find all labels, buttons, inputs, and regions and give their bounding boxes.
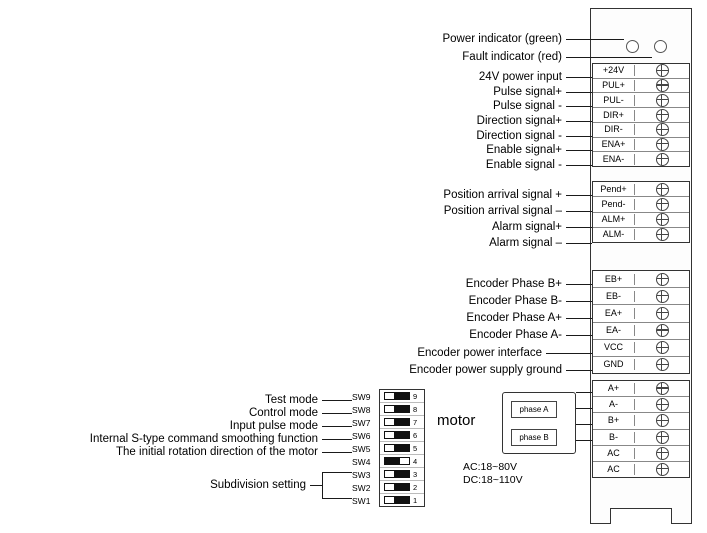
screw-icon <box>635 79 689 92</box>
leader-line-ena-minus <box>566 165 592 166</box>
terminal-label-ac-1: AC <box>593 448 635 459</box>
dip-switch-row-sw8[interactable] <box>380 403 424 416</box>
terminal-label-24v: +24V <box>593 65 635 76</box>
screw-icon <box>635 228 689 241</box>
dip-switch-row-sw5[interactable] <box>380 442 424 455</box>
dip-name-sw2: SW2 <box>352 483 371 493</box>
screw-icon <box>635 153 689 166</box>
label-test-mode: Test mode <box>264 394 318 406</box>
fault-indicator-led <box>654 40 667 53</box>
terminal-row <box>593 340 689 357</box>
terminal-label-vcc: VCC <box>593 342 635 353</box>
label-subdivision-setting: Subdivision setting <box>210 479 306 491</box>
label-encoder-power-interface: Encoder power interface <box>417 347 542 359</box>
label-power-indicator: Power indicator (green) <box>442 33 562 45</box>
label-alarm-signal-plus: Alarm signal+ <box>492 221 562 233</box>
dip-number: 8 <box>413 404 418 414</box>
dip-number: 3 <box>413 469 418 479</box>
screw-icon <box>635 64 689 77</box>
terminal-block-encoder <box>592 270 690 374</box>
label-direction-signal-minus: Direction signal - <box>476 130 562 142</box>
terminal-row <box>593 413 689 429</box>
label-s-type-smoothing: Internal S-type command smoothing function <box>89 433 318 445</box>
terminal-label-eb-minus: EB- <box>593 291 635 302</box>
terminal-label-ac-2: AC <box>593 464 635 475</box>
terminal-row <box>593 152 689 166</box>
leader-line-eb-plus <box>566 284 592 285</box>
phase-b-coil: phase B <box>511 429 557 446</box>
dip-name-sw8: SW8 <box>352 405 371 415</box>
terminal-label-ena-minus: ENA- <box>593 154 635 165</box>
dip-slot-icon <box>384 483 410 491</box>
leader-line-subdivision-bottom <box>322 498 352 499</box>
dip-switch-row-sw2[interactable] <box>380 481 424 494</box>
leader-line-gnd <box>566 370 592 371</box>
dip-slot-icon <box>384 392 410 400</box>
leader-line-ena-plus <box>566 150 592 151</box>
terminal-label-dir-plus: DIR+ <box>593 110 635 121</box>
label-encoder-phase-b-minus: Encoder Phase B- <box>468 295 562 307</box>
leader-line-test-mode <box>322 400 352 401</box>
terminal-row <box>593 323 689 340</box>
dip-slot-icon <box>384 418 410 426</box>
label-initial-rotation-direction: The initial rotation direction of the motor <box>116 446 318 458</box>
supply-voltage-note <box>463 461 523 487</box>
screw-icon <box>635 324 689 337</box>
terminal-label-ena-plus: ENA+ <box>593 139 635 150</box>
dip-switch-row-sw6[interactable] <box>380 429 424 442</box>
screw-icon <box>635 307 689 320</box>
screw-icon <box>635 198 689 211</box>
terminal-row <box>593 197 689 212</box>
label-24v-power-input: 24V power input <box>478 71 562 83</box>
dip-switch-row-sw3[interactable] <box>380 468 424 481</box>
terminal-block-status <box>592 181 690 243</box>
terminal-label-b-plus: B+ <box>593 415 635 426</box>
motor-symbol <box>502 392 576 454</box>
terminal-label-pul-minus: PUL- <box>593 95 635 106</box>
terminal-row <box>593 108 689 123</box>
terminal-row <box>593 381 689 397</box>
dip-number: 9 <box>413 391 418 401</box>
label-fault-indicator: Fault indicator (red) <box>462 51 562 63</box>
terminal-label-eb-plus: EB+ <box>593 274 635 285</box>
motor-wire-b-minus <box>576 440 592 441</box>
terminal-row <box>593 462 689 477</box>
dip-slot-icon <box>384 470 410 478</box>
terminal-row <box>593 357 689 373</box>
screw-icon <box>635 398 689 411</box>
dip-switch-bank[interactable] <box>379 389 425 507</box>
label-encoder-power-ground: Encoder power supply ground <box>409 364 562 376</box>
leader-line-pend-plus <box>566 195 592 196</box>
label-pulse-signal-plus: Pulse signal+ <box>493 86 562 98</box>
label-control-mode: Control mode <box>248 407 318 419</box>
leader-line-power-indicator <box>566 39 624 40</box>
terminal-label-pend-minus: Pend- <box>593 199 635 210</box>
leader-line-eb-minus <box>566 301 592 302</box>
screw-icon <box>635 341 689 354</box>
dip-switch-row-sw7[interactable] <box>380 416 424 429</box>
terminal-row <box>593 213 689 228</box>
dip-name-sw4: SW4 <box>352 457 371 467</box>
label-alarm-signal-minus: Alarm signal – <box>489 237 562 249</box>
terminal-label-a-minus: A- <box>593 399 635 410</box>
label-position-arrival-minus: Position arrival signal – <box>443 205 562 217</box>
dip-name-sw5: SW5 <box>352 444 371 454</box>
leader-line-control-mode <box>322 413 352 414</box>
leader-line-vcc <box>546 353 592 354</box>
label-encoder-phase-a-plus: Encoder Phase A+ <box>466 312 562 324</box>
screw-icon <box>635 414 689 427</box>
dip-number: 6 <box>413 430 418 440</box>
leader-line-subdivision <box>310 485 322 486</box>
mounting-tab-bottom <box>610 508 672 524</box>
dip-slot-icon <box>384 431 410 439</box>
terminal-label-gnd: GND <box>593 359 635 370</box>
terminal-label-a-plus: A+ <box>593 383 635 394</box>
phase-a-coil: phase A <box>511 401 557 418</box>
leader-line-initial-direction <box>322 452 352 453</box>
motor-wire-b-plus <box>576 424 592 425</box>
label-pulse-signal-minus: Pulse signal - <box>492 100 562 112</box>
screw-icon <box>635 183 689 196</box>
dip-number: 1 <box>413 495 418 505</box>
leader-bracket-subdivision <box>322 472 323 499</box>
screw-icon <box>635 213 689 226</box>
terminal-block-power <box>592 63 690 167</box>
leader-line-dir-plus <box>566 121 592 122</box>
dip-number: 2 <box>413 482 418 492</box>
screw-icon <box>635 94 689 107</box>
motor-label: motor <box>437 412 476 429</box>
leader-line-pulse-plus <box>566 92 592 93</box>
terminal-row <box>593 182 689 197</box>
label-encoder-phase-a-minus: Encoder Phase A- <box>469 329 562 341</box>
power-indicator-led <box>626 40 639 53</box>
dip-switch-row-sw9[interactable] <box>380 390 424 403</box>
terminal-label-alm-plus: ALM+ <box>593 214 635 225</box>
terminal-label-dir-minus: DIR- <box>593 124 635 135</box>
voltage-ac: AC:18~80V <box>463 461 517 473</box>
dip-name-sw3: SW3 <box>352 470 371 480</box>
terminal-block-motor <box>592 380 690 478</box>
screw-icon <box>635 447 689 460</box>
dip-slot-icon <box>384 444 410 452</box>
leader-line-pend-minus <box>566 211 592 212</box>
label-direction-signal-plus: Direction signal+ <box>476 115 562 127</box>
screw-icon <box>635 463 689 476</box>
motor-wire-a-plus <box>576 392 592 393</box>
terminal-label-alm-minus: ALM- <box>593 229 635 240</box>
screw-icon <box>635 273 689 286</box>
leader-line-subdivision-top <box>322 472 352 473</box>
terminal-row <box>593 288 689 305</box>
terminal-row <box>593 430 689 446</box>
screw-icon <box>635 138 689 151</box>
screw-icon <box>635 382 689 395</box>
screw-icon <box>635 123 689 136</box>
terminal-label-ea-minus: EA- <box>593 325 635 336</box>
voltage-dc: DC:18~110V <box>463 474 523 486</box>
leader-line-alm-minus <box>566 243 592 244</box>
leader-line-dir-minus <box>566 136 592 137</box>
label-enable-signal-minus: Enable signal - <box>485 159 562 171</box>
screw-icon <box>635 358 689 371</box>
leader-line-ea-minus <box>566 335 592 336</box>
screw-icon <box>635 290 689 303</box>
motor-wire-a-minus <box>576 408 592 409</box>
terminal-row <box>593 64 689 79</box>
label-enable-signal-plus: Enable signal+ <box>486 144 562 156</box>
dip-switch-row-sw1[interactable] <box>380 494 424 506</box>
dip-slot-icon <box>384 457 410 465</box>
leader-line-input-pulse-mode <box>322 426 352 427</box>
terminal-row <box>593 271 689 288</box>
terminal-label-pend-plus: Pend+ <box>593 184 635 195</box>
leader-line-pulse-minus <box>566 106 592 107</box>
terminal-row <box>593 138 689 153</box>
terminal-row <box>593 79 689 94</box>
leader-line-ea-plus <box>566 318 592 319</box>
leader-line-fault-indicator <box>566 57 652 58</box>
leader-line-24v <box>566 77 592 78</box>
dip-number: 5 <box>413 443 418 453</box>
leader-line-alm-plus <box>566 227 592 228</box>
label-encoder-phase-b-plus: Encoder Phase B+ <box>465 278 562 290</box>
terminal-row <box>593 93 689 108</box>
dip-number: 7 <box>413 417 418 427</box>
screw-icon <box>635 431 689 444</box>
label-input-pulse-mode: Input pulse mode <box>229 420 318 432</box>
dip-number: 4 <box>413 456 418 466</box>
screw-icon <box>635 109 689 122</box>
dip-slot-icon <box>384 496 410 504</box>
terminal-row <box>593 446 689 462</box>
terminal-label-ea-plus: EA+ <box>593 308 635 319</box>
dip-name-sw7: SW7 <box>352 418 371 428</box>
dip-slot-icon <box>384 405 410 413</box>
dip-switch-row-sw4[interactable] <box>380 455 424 468</box>
leader-line-s-type-smoothing <box>322 439 352 440</box>
dip-name-sw6: SW6 <box>352 431 371 441</box>
label-position-arrival-plus: Position arrival signal + <box>443 189 562 201</box>
terminal-label-pul-plus: PUL+ <box>593 80 635 91</box>
terminal-row <box>593 228 689 242</box>
dip-name-sw9: SW9 <box>352 392 371 402</box>
dip-name-sw1: SW1 <box>352 496 371 506</box>
terminal-label-b-minus: B- <box>593 432 635 443</box>
terminal-row <box>593 397 689 413</box>
terminal-row <box>593 305 689 322</box>
terminal-row <box>593 123 689 138</box>
